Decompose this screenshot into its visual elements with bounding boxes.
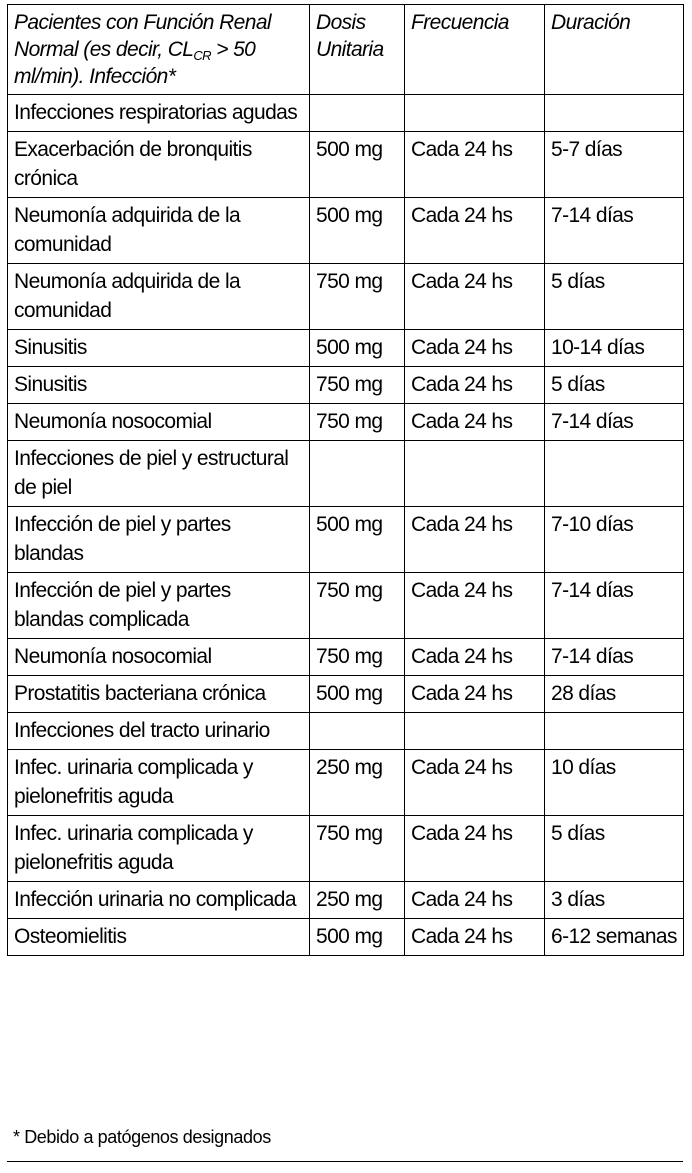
cell-dose: 750 mg xyxy=(310,404,405,441)
cell-dose: 750 mg xyxy=(310,367,405,404)
table-row xyxy=(8,639,684,676)
cell-duration: 28 días xyxy=(545,676,684,713)
cell-dose: 750 mg xyxy=(310,816,405,882)
cell-dose: 500 mg xyxy=(310,330,405,367)
cell-dose xyxy=(310,441,405,507)
cell-frequency: Cada 24 hs xyxy=(405,639,545,676)
table-row xyxy=(8,198,684,264)
cell-duration: 5-7 días xyxy=(545,132,684,198)
footnote: * Debido a patógenos designados xyxy=(13,1127,271,1147)
cell-dose xyxy=(310,95,405,132)
table-row xyxy=(8,330,684,367)
cell-dose: 750 mg xyxy=(310,573,405,639)
cell-frequency: Cada 24 hs xyxy=(405,676,545,713)
cell-dose: 500 mg xyxy=(310,132,405,198)
cell-condition: Infec. urinaria complicada y pielonefritis aguda xyxy=(8,750,310,816)
cell-duration: 3 días xyxy=(545,882,684,919)
header-frequency: Frecuencia xyxy=(405,5,545,95)
cell-condition: Infección de piel y partes blandas complicada xyxy=(8,573,310,639)
cell-frequency: Cada 24 hs xyxy=(405,573,545,639)
cell-frequency xyxy=(405,441,545,507)
dosage-table xyxy=(7,4,684,956)
header-condition-suffix: > 50 ml/min). Infección* xyxy=(14,38,256,88)
cell-dose: 750 mg xyxy=(310,639,405,676)
header-condition-subscript: CR xyxy=(193,48,211,63)
table-row xyxy=(8,676,684,713)
bottom-divider xyxy=(7,1161,683,1162)
table-row xyxy=(8,507,684,573)
cell-condition: Sinusitis xyxy=(8,367,310,404)
cell-frequency: Cada 24 hs xyxy=(405,882,545,919)
cell-duration: 7-14 días xyxy=(545,639,684,676)
cell-condition: Infección de piel y partes blandas xyxy=(8,507,310,573)
cell-condition: Neumonía nosocomial xyxy=(8,404,310,441)
header-dose: Dosis Unitaria xyxy=(310,5,405,95)
cell-frequency: Cada 24 hs xyxy=(405,816,545,882)
header-condition xyxy=(8,5,310,95)
cell-duration: 5 días xyxy=(545,264,684,330)
table-row xyxy=(8,264,684,330)
cell-condition: Neumonía nosocomial xyxy=(8,639,310,676)
cell-duration: 7-14 días xyxy=(545,198,684,264)
table-row xyxy=(8,132,684,198)
cell-condition: Infección urinaria no complicada xyxy=(8,882,310,919)
table-row xyxy=(8,713,684,750)
cell-frequency: Cada 24 hs xyxy=(405,507,545,573)
cell-duration: 7-14 días xyxy=(545,573,684,639)
cell-duration xyxy=(545,95,684,132)
cell-condition: Infec. urinaria complicada y pielonefritis aguda xyxy=(8,816,310,882)
cell-dose: 750 mg xyxy=(310,264,405,330)
cell-frequency xyxy=(405,95,545,132)
cell-frequency: Cada 24 hs xyxy=(405,198,545,264)
cell-condition: Infecciones de piel y estructural de piel xyxy=(8,441,310,507)
cell-condition: Exacerbación de bronquitis crónica xyxy=(8,132,310,198)
cell-duration xyxy=(545,713,684,750)
cell-frequency: Cada 24 hs xyxy=(405,919,545,956)
cell-condition: Prostatitis bacteriana crónica xyxy=(8,676,310,713)
table-body xyxy=(8,95,684,956)
table-row xyxy=(8,816,684,882)
cell-frequency: Cada 24 hs xyxy=(405,750,545,816)
cell-dose: 500 mg xyxy=(310,507,405,573)
dosage-table-container xyxy=(7,4,683,956)
cell-dose: 250 mg xyxy=(310,882,405,919)
table-row xyxy=(8,441,684,507)
cell-dose: 500 mg xyxy=(310,198,405,264)
cell-condition: Infecciones del tracto urinario xyxy=(8,713,310,750)
cell-duration: 7-14 días xyxy=(545,404,684,441)
table-row xyxy=(8,919,684,956)
cell-duration xyxy=(545,441,684,507)
cell-dose xyxy=(310,713,405,750)
cell-frequency: Cada 24 hs xyxy=(405,264,545,330)
cell-dose: 500 mg xyxy=(310,919,405,956)
header-condition-prefix: Pacientes con Función Renal Normal (es decir, CL xyxy=(14,11,271,61)
cell-duration: 10-14 días xyxy=(545,330,684,367)
table-row xyxy=(8,750,684,816)
cell-duration: 7-10 días xyxy=(545,507,684,573)
cell-duration: 10 días xyxy=(545,750,684,816)
cell-frequency: Cada 24 hs xyxy=(405,404,545,441)
cell-frequency xyxy=(405,713,545,750)
cell-condition: Osteomielitis xyxy=(8,919,310,956)
table-row xyxy=(8,573,684,639)
cell-condition: Neumonía adquirida de la comunidad xyxy=(8,264,310,330)
cell-condition: Infecciones respiratorias agudas xyxy=(8,95,310,132)
table-header-row xyxy=(8,5,684,95)
table-row xyxy=(8,404,684,441)
cell-duration: 5 días xyxy=(545,816,684,882)
header-duration: Duración xyxy=(545,5,684,95)
cell-duration: 6-12 semanas xyxy=(545,919,684,956)
cell-dose: 500 mg xyxy=(310,676,405,713)
cell-condition: Sinusitis xyxy=(8,330,310,367)
cell-frequency: Cada 24 hs xyxy=(405,367,545,404)
cell-frequency: Cada 24 hs xyxy=(405,330,545,367)
cell-frequency: Cada 24 hs xyxy=(405,132,545,198)
table-row xyxy=(8,95,684,132)
table-row xyxy=(8,882,684,919)
cell-duration: 5 días xyxy=(545,367,684,404)
cell-condition: Neumonía adquirida de la comunidad xyxy=(8,198,310,264)
cell-dose: 250 mg xyxy=(310,750,405,816)
table-row xyxy=(8,367,684,404)
